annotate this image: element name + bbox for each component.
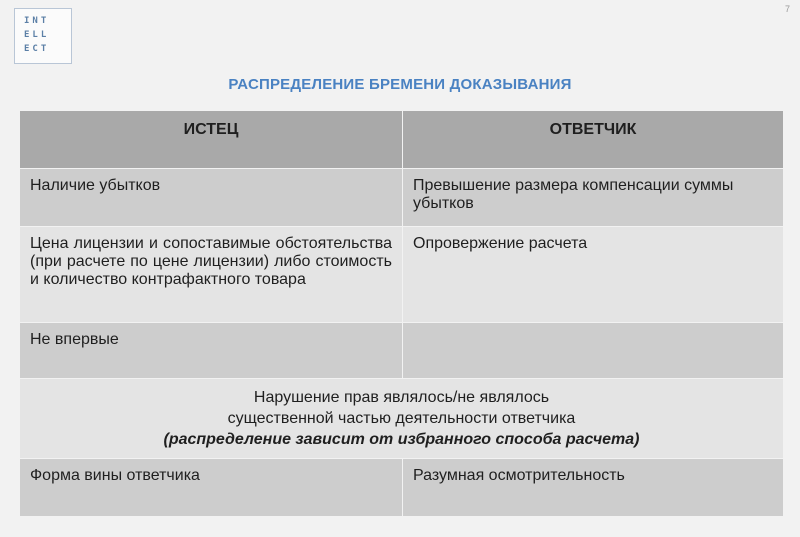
header-plaintiff: ИСТЕЦ [20, 111, 403, 169]
merged-cell [20, 379, 784, 459]
merged-line-2: существенной частью деятельности ответчика [227, 410, 576, 427]
cell-plaintiff: Наличие убытков [20, 169, 403, 227]
merged-line-1: Нарушение прав являлось/не являлось [253, 389, 550, 406]
table-row-merged [20, 379, 784, 459]
burden-table [19, 110, 784, 517]
cell-defendant [403, 323, 784, 379]
intellect-logo [14, 8, 72, 64]
table-row [20, 227, 784, 323]
cell-plaintiff: Форма вины ответчика [20, 459, 403, 517]
cell-plaintiff: Цена лицензии и сопоставимые обстоятельства (при расчете по цене лицензии) либо стоимость и количество контрафактного товара [20, 227, 403, 323]
logo-line-3: ECT [24, 44, 50, 54]
table-row [20, 459, 784, 517]
cell-defendant: Опровержение расчета [403, 227, 784, 323]
cell-plaintiff: Не впервые [20, 323, 403, 379]
table-row [20, 323, 784, 379]
table-header-row [20, 111, 784, 169]
merged-note: (распределение зависит от избранного способа расчета) [163, 431, 640, 448]
table-row [20, 169, 784, 227]
logo-line-1: INT [24, 16, 50, 26]
cell-defendant: Превышение размера компенсации суммы убытков [403, 169, 784, 227]
slide-title: РАСПРЕДЕЛЕНИЕ БРЕМЕНИ ДОКАЗЫВАНИЯ [228, 76, 572, 93]
corner-mark: 7 [784, 4, 790, 14]
header-defendant: ОТВЕТЧИК [403, 111, 784, 169]
logo-line-2: ELL [24, 30, 50, 40]
cell-defendant: Разумная осмотрительность [403, 459, 784, 517]
